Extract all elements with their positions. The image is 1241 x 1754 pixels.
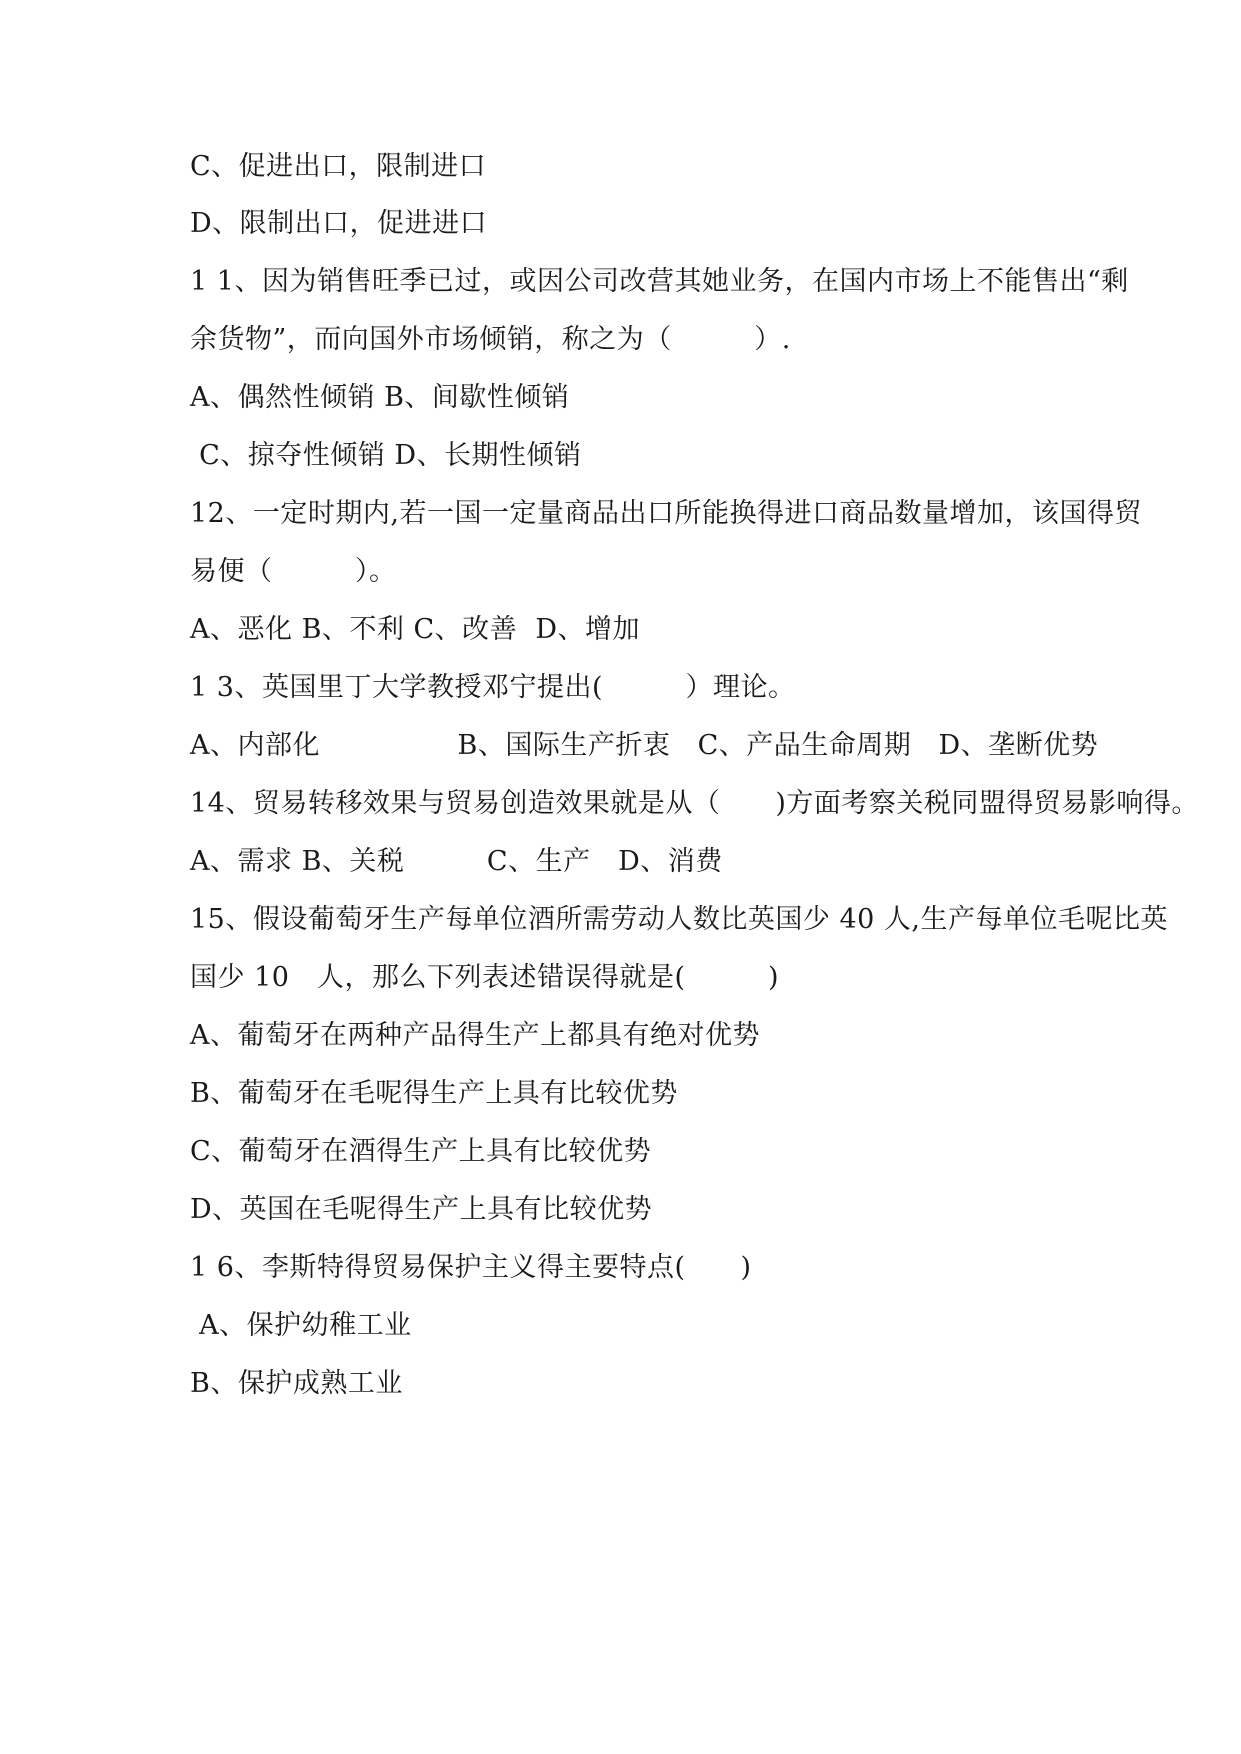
question-15-line-1: 15、假设葡萄牙生产每单位酒所需劳动人数比英国少 40 人,生产每单位毛呢比英 [190, 904, 1168, 935]
question-13: 1 3、英国里丁大学教授邓宁提出( ）理论。 [190, 672, 796, 703]
question-14: 14、贸易转移效果与贸易创造效果就是从（ )方面考察关税同盟得贸易影响得。 [190, 788, 1199, 819]
question-12-options: A、恶化 B、不利 C、改善 D、增加 [190, 614, 640, 645]
question-14-options: A、需求 B、关税 C、生产 D、消费 [190, 846, 723, 877]
question-15-option-c: C、葡萄牙在酒得生产上具有比较优势 [190, 1136, 652, 1167]
question-11-options-cd: C、掠夺性倾销 D、长期性倾销 [190, 440, 582, 471]
question-13-options: A、内部化 B、国际生产折衷 C、产品生命周期 D、垄断优势 [190, 730, 1099, 761]
question-15-option-d: D、英国在毛呢得生产上具有比较优势 [190, 1194, 653, 1225]
question-11-line-2: 余货物”，而向国外市场倾销，称之为（ ）. [190, 324, 791, 355]
question-16: 1 6、李斯特得贸易保护主义得主要特点( ) [190, 1252, 752, 1283]
question-11-options-ab: A、偶然性倾销 B、间歇性倾销 [190, 382, 570, 413]
option-d-q10: D、限制出口，促进进口 [190, 208, 488, 239]
question-12-line-2: 易便（ ）。 [190, 556, 397, 587]
question-12-line-1: 12、一定时期内,若一国一定量商品出口所能换得进口商品数量增加，该国得贸 [190, 498, 1142, 529]
question-16-option-a: A、保护幼稚工业 [190, 1310, 412, 1341]
question-11-line-1: 1 1、因为销售旺季已过，或因公司改营其她业务，在国内市场上不能售出“剩 [190, 266, 1129, 297]
question-16-option-b: B、保护成熟工业 [190, 1368, 403, 1399]
question-15-line-2: 国少 10 人，那么下列表述错误得就是( ) [190, 962, 780, 993]
question-15-option-a: A、葡萄牙在两种产品得生产上都具有绝对优势 [190, 1020, 760, 1051]
question-15-option-b: B、葡萄牙在毛呢得生产上具有比较优势 [190, 1078, 678, 1109]
option-c-q10: C、促进出口，限制进口 [190, 151, 487, 182]
